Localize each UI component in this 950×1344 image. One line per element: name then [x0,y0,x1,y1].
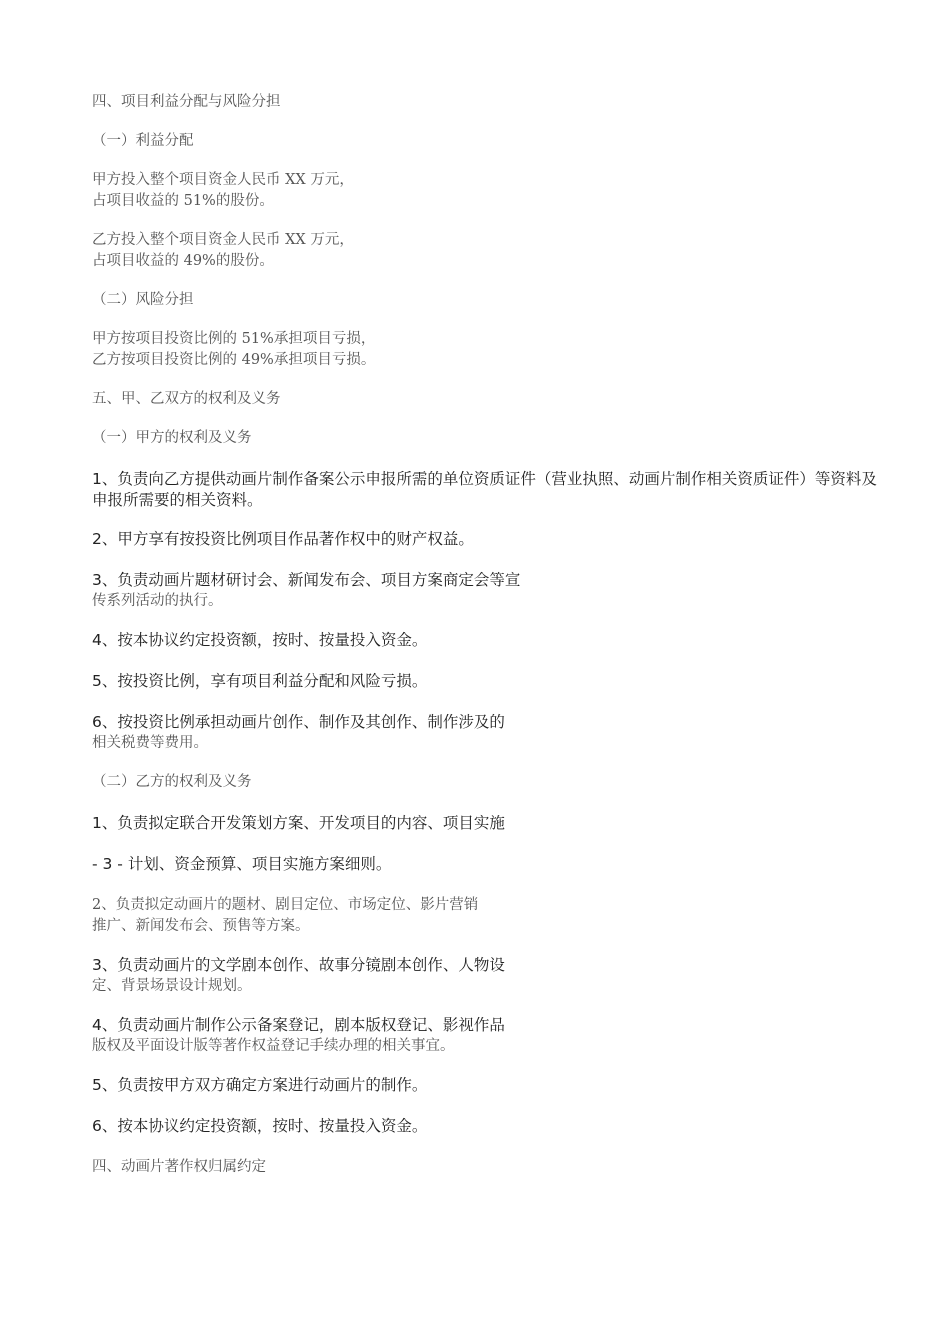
list-item [92,712,882,754]
text-line: 甲方按项目投资比例的 51%承担项目亏损， [92,331,376,347]
subsection-heading: （二）风险分担 [92,292,194,308]
text-line: 乙方按项目投资比例的 49%承担项目亏损。 [92,352,376,368]
text-line: 定、背景场景设计规划。 [92,978,252,994]
page-break-line: - 3 - 计划、资金预算、项目实施方案细则。 [92,855,392,873]
text-line: 甲方投入整个项目资金人民币 XX 万元， [92,172,354,188]
list-item [92,955,882,997]
list-item [92,895,882,937]
section-heading: 四、项目利益分配与风险分担 [92,94,281,110]
list-item: 5、负责按甲方双方确定方案进行动画片的制作。 [92,1076,428,1094]
text-line: 推广、新闻发布会、预售等方案。 [92,918,310,934]
text-line: 传系列活动的执行。 [92,593,223,609]
subsection-heading: （二）乙方的权利及义务 [92,774,252,790]
paragraph-party-a-investment [92,170,882,212]
list-item: 1、负责拟定联合开发策划方案、开发项目的内容、项目实施 [92,814,505,832]
list-item: 1、负责向乙方提供动画片制作备案公示申报所需的单位资质证件（营业执照、动画片制作相关资质证件）等资料及申报所需要的相关资料。 [92,470,877,509]
list-item: 4、按本协议约定投资额，按时、按量投入资金。 [92,631,428,649]
paragraph-risk-share [92,329,882,371]
text-line: 4、负责动画片制作公示备案登记，剧本版权登记、影视作品 [92,1016,505,1034]
list-item [92,570,882,612]
list-item: 6、按本协议约定投资额，按时、按量投入资金。 [92,1117,428,1135]
text-line: 3、负责动画片的文学剧本创作、故事分镜剧本创作、人物设 [92,956,505,974]
text-line: 占项目收益的 49%的股份。 [92,253,274,269]
list-item [92,1015,882,1057]
subsection-heading: （一）利益分配 [92,133,194,149]
document-body [92,92,882,1196]
text-line: 乙方投入整个项目资金人民币 XX 万元， [92,232,354,248]
subsection-heading: （一）甲方的权利及义务 [92,430,252,446]
text-line: 2、负责拟定动画片的题材、剧目定位、市场定位、影片营销 [92,897,479,913]
text-line: 6、按投资比例承担动画片创作、制作及其创作、制作涉及的 [92,713,505,731]
paragraph-party-b-investment [92,230,882,272]
section-heading: 四、动画片著作权归属约定 [92,1159,266,1175]
text-line: 3、负责动画片题材研讨会、新闻发布会、项目方案商定会等宣 [92,571,521,589]
text-line: 占项目收益的 51%的股份。 [92,193,274,209]
section-heading: 五、甲、乙双方的权利及义务 [92,391,281,407]
text-line: 版权及平面设计版等著作权益登记手续办理的相关事宜。 [92,1038,455,1054]
text-line: 相关税费等费用。 [92,735,208,751]
list-item: 5、按投资比例，享有项目利益分配和风险亏损。 [92,672,428,690]
list-item: 2、甲方享有按投资比例项目作品著作权中的财产权益。 [92,530,474,548]
